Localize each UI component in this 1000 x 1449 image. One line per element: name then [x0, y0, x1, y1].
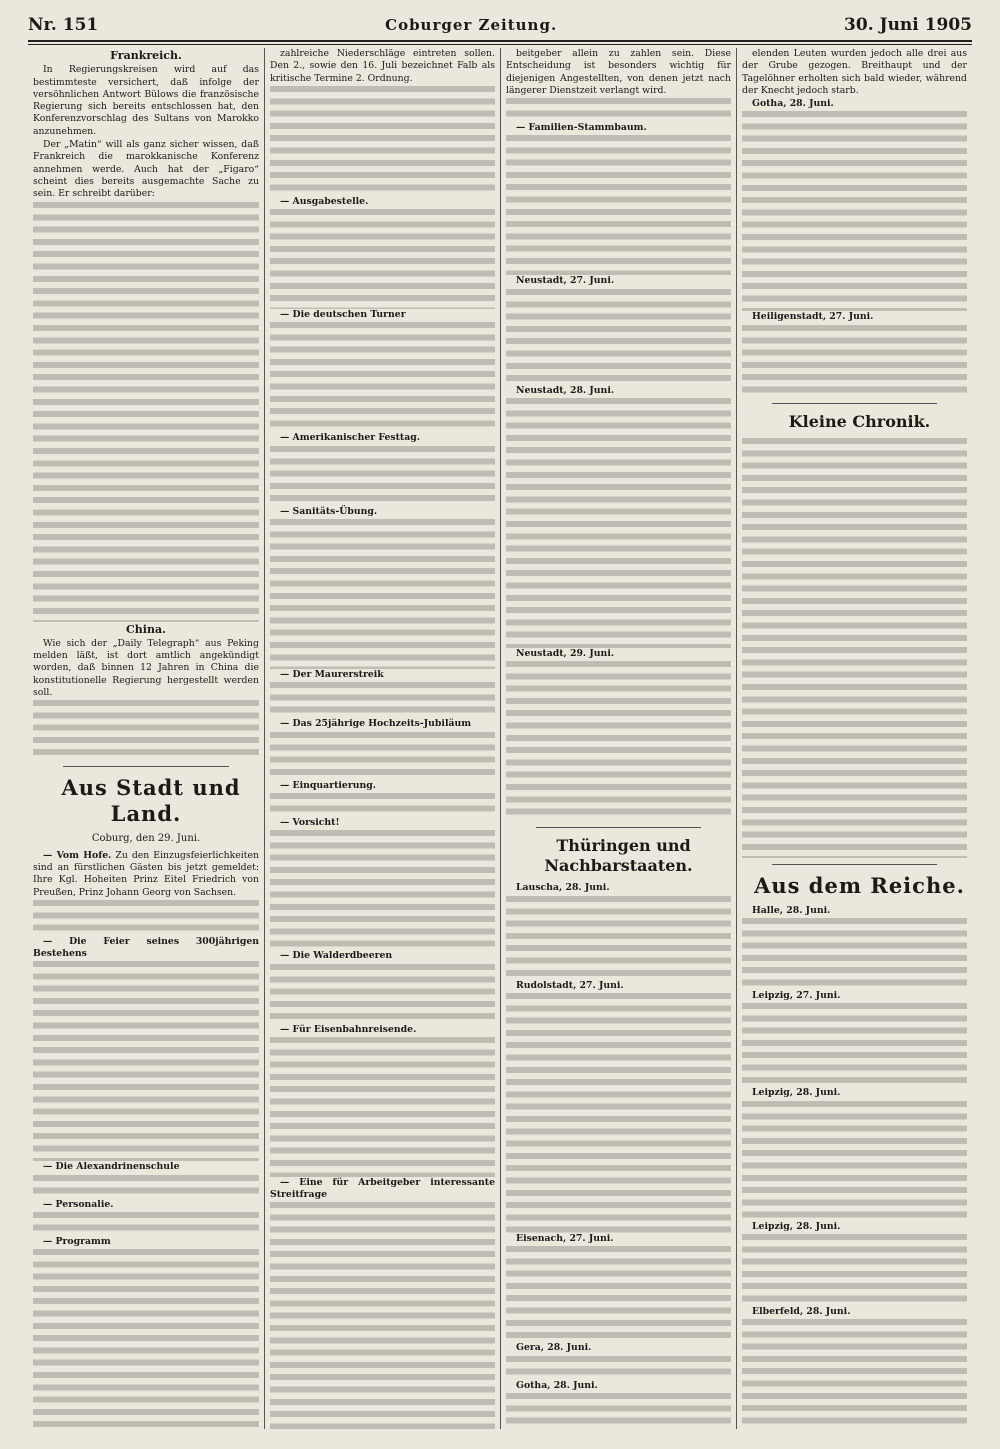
item-heading: Heiligenstadt, 27. Juni.	[752, 311, 874, 323]
newspaper-title: Coburger Zeitung.	[385, 16, 558, 34]
section-heading: China.	[126, 622, 166, 636]
text-block	[506, 896, 731, 980]
item-heading: — Der Maurerstreik	[280, 669, 384, 681]
text-block	[506, 1246, 731, 1342]
text-block	[742, 325, 967, 397]
item-heading: Neustadt, 28. Juni.	[516, 384, 615, 396]
text-block	[742, 111, 967, 311]
item-heading: Eisenach, 27. Juni.	[516, 1232, 614, 1244]
item-heading: Gotha, 28. Juni.	[752, 98, 834, 110]
text-block	[506, 398, 731, 648]
article-paragraph: Der „Matin“ will als ganz sicher wissen, daß Frankreich die marokkanische Konferenz annehmen werde. Auch hat der „Figaro“ scheint dies bereits ausgemachte Sache zu sein. Er schreibt darüber:	[33, 139, 259, 200]
text-block	[270, 793, 495, 817]
item-heading: — Das 25jährige Hochzeits-Jubiläum	[280, 718, 472, 730]
issue-date: 30. Juni 1905	[844, 15, 972, 35]
text-block	[270, 209, 495, 309]
divider	[536, 827, 701, 828]
item-heading: Gotha, 28. Juni.	[516, 1379, 598, 1391]
column-2	[264, 48, 500, 1429]
text-block	[33, 961, 259, 1161]
columns	[28, 48, 972, 1429]
text-block	[270, 446, 495, 506]
text-block	[270, 682, 495, 718]
article-paragraph: zahlreiche Niederschläge eintreten sollen. Den 2., sowie den 16. Juli bezeichnet Falb als kritische Termine 2. Ordnung.	[270, 48, 495, 84]
text-block	[33, 202, 259, 622]
text-block	[506, 135, 731, 275]
text-block	[742, 1101, 967, 1221]
item-heading: Gera, 28. Juni.	[516, 1342, 592, 1354]
column-1	[28, 48, 264, 1429]
item-heading: Rudolstadt, 27. Juni.	[516, 979, 624, 991]
dateline: Coburg, den 29. Juni.	[91, 833, 201, 845]
section-title: Aus Stadt und Land.	[61, 775, 241, 827]
item-heading: — Einquartierung.	[280, 779, 376, 791]
divider	[63, 766, 229, 767]
text-block	[270, 732, 495, 780]
item-heading: — Ausgabestelle.	[280, 195, 369, 207]
item-heading: — Die deutschen Turner	[280, 309, 406, 321]
text-block	[33, 1175, 259, 1199]
section-title: Thüringen und Nachbarstaaten.	[544, 836, 693, 876]
item-heading: — Amerikanischer Festtag.	[280, 432, 420, 444]
section-title: Kleine Chronik.	[788, 411, 931, 431]
section-heading: Frankreich.	[110, 49, 182, 62]
text-block	[506, 1393, 731, 1429]
item-heading: Leipzig, 28. Juni.	[752, 1087, 841, 1099]
text-block	[270, 322, 495, 432]
text-block	[270, 964, 495, 1024]
text-block	[506, 993, 731, 1233]
item-heading: — Vorsicht!	[280, 816, 340, 828]
article-paragraph: Wie sich der „Daily Telegraph“ aus Peking melden läßt, ist dort amtlich angekündigt worden, daß binnen 12 Jahren in China die konstitutionelle Regierung hergestellt werden soll.	[33, 637, 259, 699]
text-block	[506, 98, 731, 122]
text-block	[270, 86, 495, 196]
item-heading: — Die Feier seines 300jährigen Bestehens	[33, 935, 259, 960]
divider	[772, 864, 937, 865]
article-paragraph: beitgeber allein zu zahlen sein. Diese Entscheidung ist besonders wichtig für diejenigen Angestellten, von denen jetzt nach längerer Dienstzeit verlangt wird.	[506, 48, 731, 96]
item-heading: — Die Walderdbeeren	[280, 950, 393, 962]
text-block	[742, 918, 967, 990]
text-block	[506, 1356, 731, 1380]
item-heading: — Eine für Arbeitgeber interessante Streitfrage	[270, 1176, 495, 1201]
item-heading: Lauscha, 28. Juni.	[516, 882, 610, 894]
text-block	[33, 1212, 259, 1236]
text-block	[506, 661, 731, 821]
text-block	[270, 1202, 495, 1429]
item-heading: — Vom Hofe.	[43, 849, 112, 861]
article-paragraph: In Regierungskreisen wird auf das bestimmteste versichert, daß infolge der versöhnlichen Antwort Bülows die französische Regierung sich bereits entschlossen hat, den Konferenzvorschlag des Sultans von Marokko anzunehmen.	[33, 64, 259, 137]
text-block	[33, 900, 259, 936]
section-title: Aus dem Reiche.	[754, 872, 965, 898]
item-heading: — Familien-Stammbaum.	[516, 122, 647, 134]
masthead	[28, 12, 972, 38]
item-heading: — Programm	[43, 1236, 111, 1248]
article-text: Zu den Einzugsfeierlichkeiten sind an fürstlichen Gästen bis jetzt gemeldet: Ihre Kgl. Hoheiten Prinz Eitel Friedrich von Preußen, Prinz Johann Georg von Sachsen.	[33, 849, 259, 898]
text-block	[506, 289, 731, 385]
text-block	[742, 1003, 967, 1087]
item-heading: Elberfeld, 28. Juni.	[752, 1305, 851, 1317]
text-block	[33, 700, 259, 760]
text-block	[270, 1037, 495, 1177]
item-heading: Neustadt, 29. Juni.	[516, 648, 615, 660]
text-block	[742, 1319, 967, 1429]
article-paragraph: elenden Leuten wurden jedoch alle drei aus der Grube gezogen. Breithaupt und der Tagelöhner erholten sich bald wieder, während der Knecht jedoch starb.	[742, 48, 967, 96]
divider	[772, 403, 937, 404]
masthead-rule	[28, 40, 972, 42]
item-heading: — Sanitäts-Übung.	[280, 505, 378, 517]
item-heading: Neustadt, 27. Juni.	[516, 275, 615, 287]
masthead-rule-thin	[28, 44, 972, 45]
item-heading: — Für Eisenbahnreisende.	[280, 1023, 417, 1035]
item-heading: Halle, 28. Juni.	[752, 904, 831, 916]
column-4	[736, 48, 972, 1429]
text-block	[270, 830, 495, 950]
issue-number: Nr. 151	[28, 15, 99, 35]
item-heading: Leipzig, 28. Juni.	[752, 1220, 841, 1232]
text-block	[33, 1249, 259, 1429]
item-heading: Leipzig, 27. Juni.	[752, 990, 841, 1002]
column-3	[500, 48, 736, 1429]
text-block	[742, 438, 967, 858]
item-heading: — Personalie.	[43, 1198, 114, 1210]
text-block	[270, 519, 495, 669]
text-block	[742, 1234, 967, 1306]
item-heading: — Die Alexandrinenschule	[43, 1161, 180, 1173]
